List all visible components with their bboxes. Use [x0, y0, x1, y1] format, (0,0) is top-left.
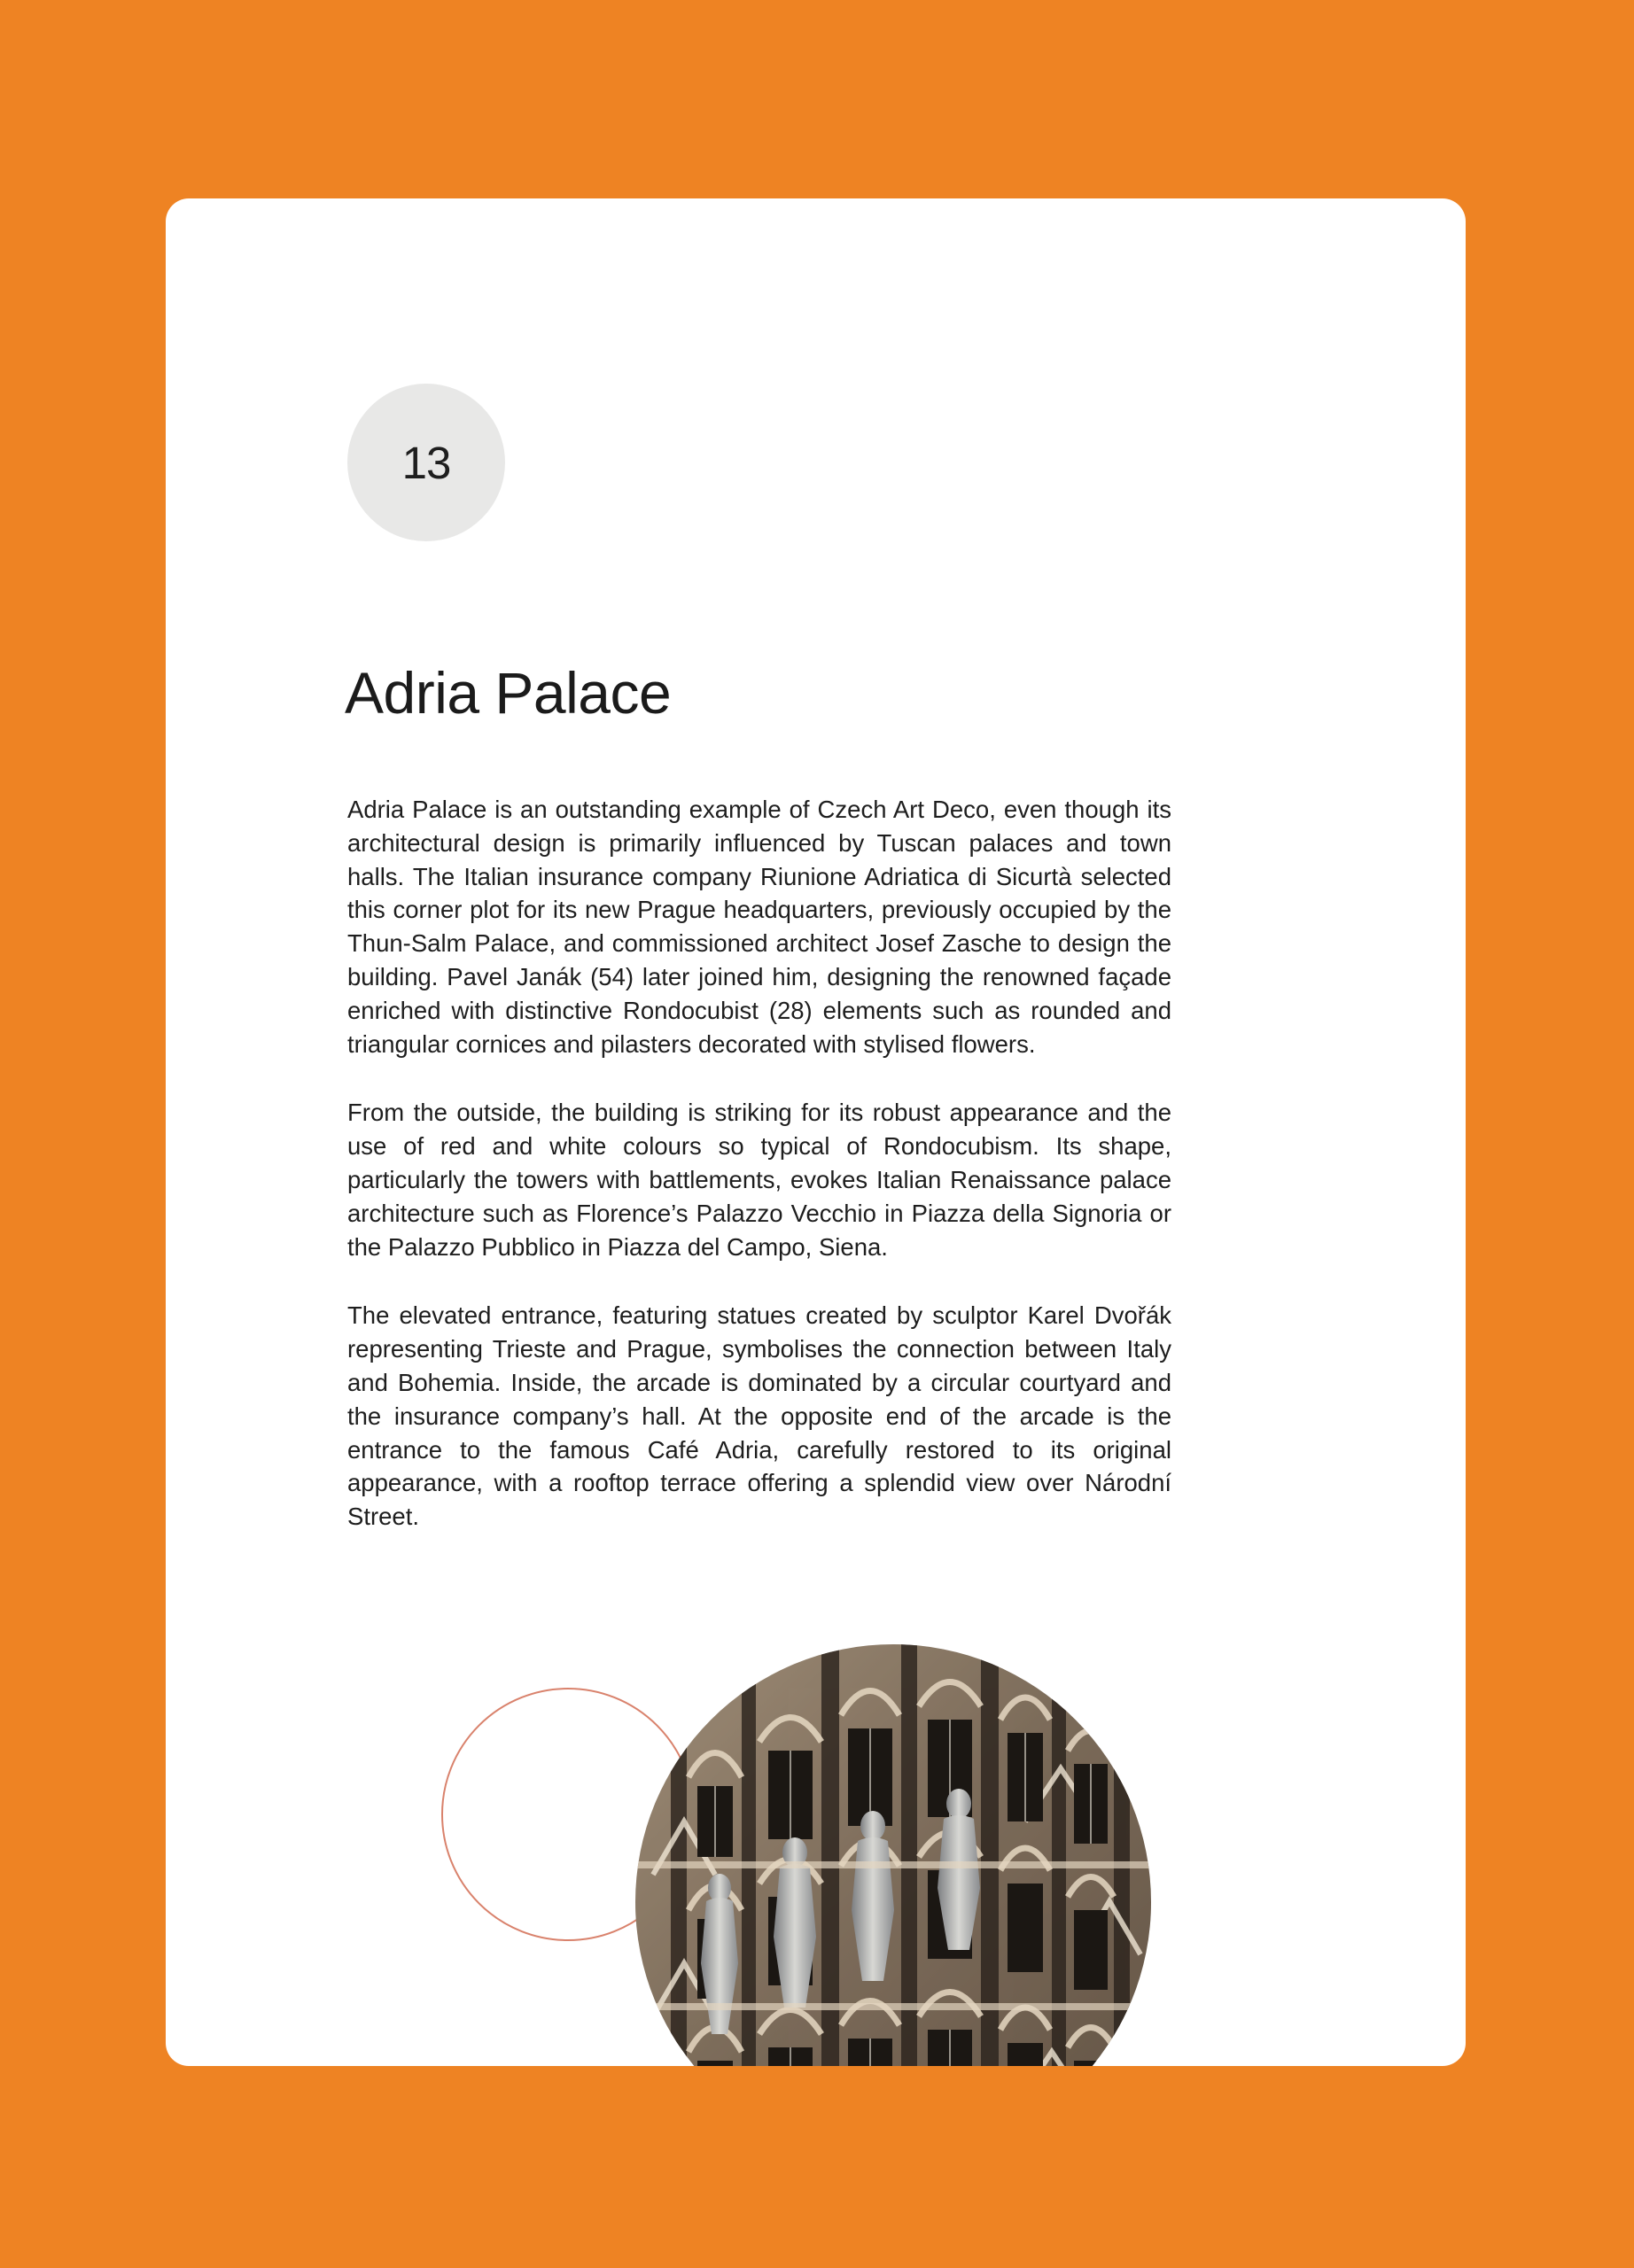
page-card	[166, 198, 1466, 2066]
page-number-badge	[347, 384, 505, 541]
page-number: 13	[401, 437, 451, 488]
facade-photo	[635, 1644, 1151, 2066]
page-title: Adria Palace	[345, 660, 672, 726]
article-body	[347, 793, 1171, 1569]
paragraph-3: The elevated entrance, featuring statues created by sculptor Karel Dvořák representing Trieste and Prague, symbolises the connection between Italy and Bohemia. Inside, the arcade is dominated by a circular courtyard and the insurance company’s hall. At the opposite end of the arcade is the entrance to the famous Café Adria, carefully restored to its original appearance, with a rooftop terrace offering a splendid view over Národní Street.	[347, 1301, 1171, 1531]
paragraph-1: Adria Palace is an outstanding example of Czech Art Deco, even though its architectural design is primarily influenced by Tuscan palaces and town halls. The Italian insurance company Riunione Adriatica di Sicurtà selected this corner plot for its new Prague headquarters, previously occupied by the Thun-Salm Palace, and commissioned architect Josef Zasche to design the building. Pavel Janák (54) later joined him, designing the renowned façade enriched with distinctive Rondocubist (28) elements such as rounded and triangular cornices and pilasters decorated with stylised flowers.	[347, 796, 1171, 1058]
paragraph-2: From the outside, the building is striking for its robust appearance and the use of red and white colours so typical of Rondocubism. Its shape, particularly the towers with battlements, evokes Italian Renaissance palace architecture such as Florence’s Palazzo Vecchio in Piazza della Signoria or the Palazzo Pubblico in Piazza del Campo, Siena.	[347, 1099, 1171, 1261]
